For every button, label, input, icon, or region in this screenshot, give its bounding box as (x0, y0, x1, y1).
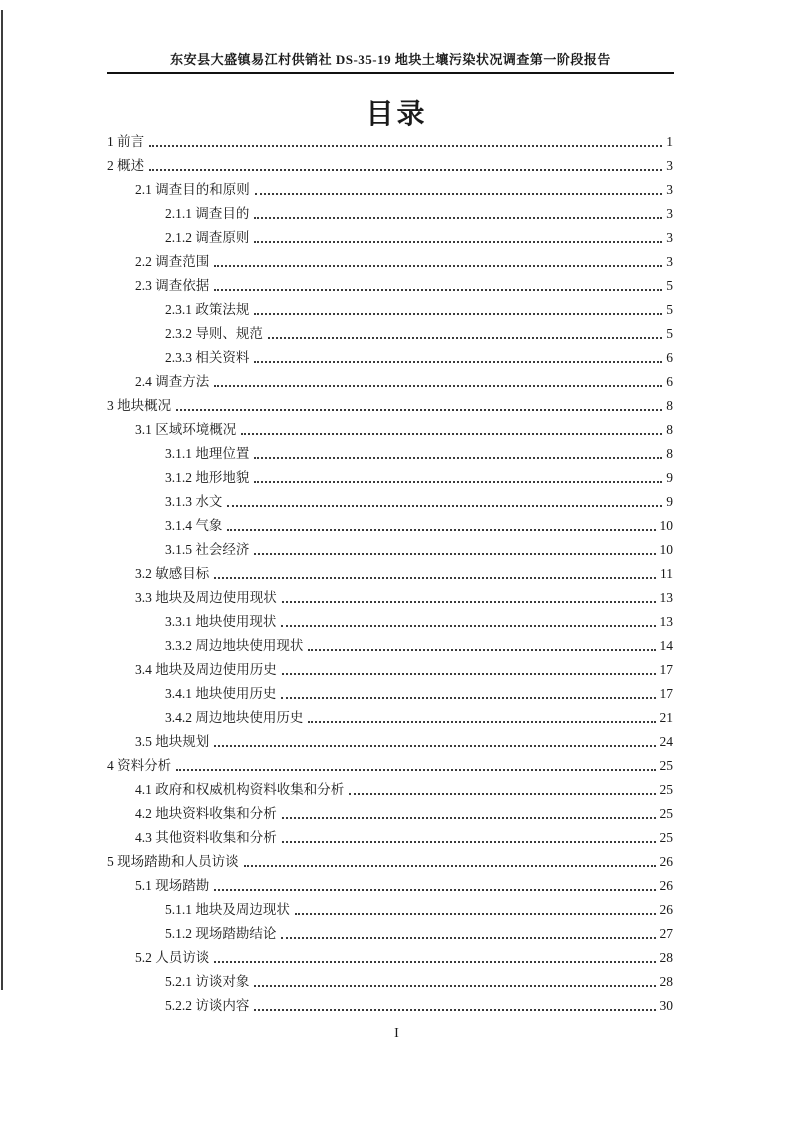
toc-entry[interactable] (107, 226, 673, 250)
toc-leader-dots (308, 649, 655, 651)
toc-entry[interactable] (107, 634, 673, 658)
toc-leader-dots (254, 985, 655, 987)
toc-leader-dots (349, 793, 655, 795)
toc-leader-dots (268, 337, 662, 339)
toc-entry-page: 9 (666, 494, 673, 509)
toc-leader-dots (282, 817, 656, 819)
toc-leader-dots (227, 505, 662, 507)
toc-leader-dots (308, 721, 655, 723)
toc-leader-dots (254, 217, 662, 219)
toc-entry-label: 2.2 调查范围 (135, 254, 210, 269)
toc-entry-label: 3.1.5 社会经济 (165, 542, 250, 557)
toc-entry-page: 6 (666, 350, 673, 365)
toc-entry-label: 4.2 地块资料收集和分析 (135, 806, 277, 821)
toc-leader-dots (254, 241, 662, 243)
running-header: 东安县大盛镇易江村供销社 DS-35-19 地块土壤污染状况调查第一阶段报告 (170, 52, 611, 67)
toc-leader-dots (214, 577, 656, 579)
toc-entry[interactable] (107, 274, 673, 298)
toc-entry[interactable] (107, 202, 673, 226)
toc-leader-dots (241, 433, 662, 435)
toc-leader-dots (281, 697, 655, 699)
toc-leader-dots (295, 913, 656, 915)
toc-leader-dots (227, 529, 655, 531)
toc-entry-page: 28 (659, 950, 673, 965)
toc-entry[interactable] (107, 298, 673, 322)
toc-entry-page: 6 (666, 374, 673, 389)
toc-entry-page: 27 (659, 926, 673, 941)
toc-entry-label: 4.1 政府和权威机构资料收集和分析 (135, 782, 345, 797)
toc-entry-label: 3.3.2 周边地块使用现状 (165, 638, 304, 653)
toc-entry-label: 3.1.1 地理位置 (165, 446, 250, 461)
toc-entry-label: 3.1.3 水文 (165, 494, 223, 509)
toc-entry-page: 1 (666, 134, 673, 149)
toc-entry[interactable] (107, 538, 673, 562)
toc-entry[interactable] (107, 946, 673, 970)
toc-entry-page: 10 (659, 518, 673, 533)
toc-entry-label: 5.2.2 访谈内容 (165, 998, 250, 1013)
toc-entry-label: 5.1.1 地块及周边现状 (165, 902, 290, 917)
toc-entry-page: 3 (666, 158, 673, 173)
toc-entry[interactable] (107, 322, 673, 346)
toc-leader-dots (176, 409, 662, 411)
toc-entry[interactable] (107, 586, 673, 610)
toc-entry[interactable] (107, 730, 673, 754)
toc-entry[interactable] (107, 754, 673, 778)
toc-entry-label: 2.4 调查方法 (135, 374, 210, 389)
toc-entry-page: 5 (666, 326, 673, 341)
toc-entry-page: 9 (666, 470, 673, 485)
toc-leader-dots (282, 601, 656, 603)
toc-entry[interactable] (107, 826, 673, 850)
toc-entry[interactable] (107, 178, 673, 202)
toc-entry-label: 5.1.2 现场踏勘结论 (165, 926, 277, 941)
toc-leader-dots (214, 289, 662, 291)
toc-leader-dots (244, 865, 656, 867)
toc-entry-label: 3.3.1 地块使用现状 (165, 614, 277, 629)
toc-entry-page: 8 (666, 398, 673, 413)
toc-entry[interactable] (107, 610, 673, 634)
toc-entry-page: 13 (659, 614, 673, 629)
toc-entry-page: 8 (666, 422, 673, 437)
toc-leader-dots (214, 265, 662, 267)
toc-entry[interactable] (107, 874, 673, 898)
toc-entry[interactable] (107, 442, 673, 466)
toc-entry[interactable] (107, 394, 673, 418)
toc-leader-dots (176, 769, 655, 771)
toc-entry-page: 30 (659, 998, 673, 1013)
toc-entry-label: 3.1.4 气象 (165, 518, 223, 533)
toc-entry-label: 2 概述 (107, 158, 145, 173)
toc-entry-label: 2.3.2 导则、规范 (165, 326, 263, 341)
header-rule (107, 72, 674, 74)
toc-leader-dots (214, 385, 662, 387)
toc-entry-page: 26 (659, 878, 673, 893)
toc-entry-label: 3.1.2 地形地貌 (165, 470, 250, 485)
toc-entry-page: 28 (659, 974, 673, 989)
toc-entry-label: 3 地块概况 (107, 398, 172, 413)
toc-entry-label: 3.3 地块及周边使用现状 (135, 590, 277, 605)
toc-leader-dots (149, 145, 662, 147)
toc-entry-label: 4.3 其他资料收集和分析 (135, 830, 277, 845)
toc-leader-dots (254, 361, 662, 363)
toc-entry-label: 5.2 人员访谈 (135, 950, 210, 965)
toc-leader-dots (282, 841, 656, 843)
toc-entry-page: 25 (659, 830, 673, 845)
toc-entry-page: 5 (666, 302, 673, 317)
toc-entry[interactable] (107, 490, 673, 514)
toc-leader-dots (281, 937, 655, 939)
toc-entry-label: 3.1 区域环境概况 (135, 422, 237, 437)
toc-entry-page: 8 (666, 446, 673, 461)
toc-entry[interactable] (107, 682, 673, 706)
toc-entry-page: 26 (659, 854, 673, 869)
toc-leader-dots (254, 457, 662, 459)
toc-entry-label: 2.3 调查依据 (135, 278, 210, 293)
toc-leader-dots (214, 745, 655, 747)
toc-entry[interactable] (107, 418, 673, 442)
toc-entry[interactable] (107, 898, 673, 922)
toc-entry-label: 3.4.2 周边地块使用历史 (165, 710, 304, 725)
toc-list (107, 130, 673, 1018)
toc-leader-dots (254, 553, 655, 555)
toc-entry-page: 17 (659, 662, 673, 677)
toc-entry[interactable] (107, 250, 673, 274)
toc-entry-page: 24 (659, 734, 673, 749)
toc-entry-label: 5.2.1 访谈对象 (165, 974, 250, 989)
toc-entry-label: 2.3.3 相关资料 (165, 350, 250, 365)
toc-entry[interactable] (107, 466, 673, 490)
toc-entry-page: 11 (660, 566, 673, 581)
toc-entry[interactable] (107, 154, 673, 178)
toc-entry[interactable] (107, 994, 673, 1018)
toc-entry-label: 4 资料分析 (107, 758, 172, 773)
toc-entry-page: 13 (659, 590, 673, 605)
toc-leader-dots (255, 193, 663, 195)
toc-entry-page: 10 (659, 542, 673, 557)
toc-leader-dots (254, 481, 662, 483)
toc-entry-label: 3.5 地块规划 (135, 734, 210, 749)
toc-entry-label: 5.1 现场踏勘 (135, 878, 210, 893)
toc-entry[interactable] (107, 130, 673, 154)
toc-entry[interactable] (107, 346, 673, 370)
toc-entry-page: 3 (666, 206, 673, 221)
toc-entry-page: 14 (659, 638, 673, 653)
toc-entry[interactable] (107, 970, 673, 994)
toc-entry[interactable] (107, 706, 673, 730)
page-number: I (394, 1026, 399, 1041)
toc-entry-page: 25 (659, 758, 673, 773)
scan-edge-artifact-line (1, 10, 3, 990)
toc-entry-label: 5 现场踏勘和人员访谈 (107, 854, 239, 869)
toc-entry-label: 3.4.1 地块使用历史 (165, 686, 277, 701)
toc-entry-page: 3 (666, 254, 673, 269)
toc-entry-label: 3.4 地块及周边使用历史 (135, 662, 277, 677)
toc-entry[interactable] (107, 370, 673, 394)
toc-leader-dots (214, 889, 655, 891)
toc-entry-label: 1 前言 (107, 134, 145, 149)
toc-leader-dots (254, 1009, 655, 1011)
toc-entry-page: 5 (666, 278, 673, 293)
toc-entry-label: 2.1 调查目的和原则 (135, 182, 250, 197)
toc-entry-label: 2.3.1 政策法规 (165, 302, 250, 317)
toc-leader-dots (214, 961, 655, 963)
toc-leader-dots (282, 673, 656, 675)
toc-title: 目录 (365, 99, 428, 130)
toc-entry-label: 2.1.2 调查原则 (165, 230, 250, 245)
toc-entry[interactable] (107, 778, 673, 802)
toc-entry-page: 26 (659, 902, 673, 917)
toc-leader-dots (254, 313, 662, 315)
toc-entry-page: 3 (666, 230, 673, 245)
toc-entry[interactable] (107, 922, 673, 946)
toc-entry[interactable] (107, 658, 673, 682)
toc-entry-page: 17 (659, 686, 673, 701)
toc-leader-dots (281, 625, 655, 627)
toc-entry[interactable] (107, 802, 673, 826)
toc-entry-page: 3 (666, 182, 673, 197)
toc-entry[interactable] (107, 562, 673, 586)
toc-entry-page: 25 (659, 806, 673, 821)
toc-entry-page: 25 (659, 782, 673, 797)
toc-entry[interactable] (107, 850, 673, 874)
toc-leader-dots (149, 169, 662, 171)
toc-entry-page: 21 (659, 710, 673, 725)
toc-entry-label: 2.1.1 调查目的 (165, 206, 250, 221)
toc-entry-label: 3.2 敏感目标 (135, 566, 210, 581)
toc-entry[interactable] (107, 514, 673, 538)
